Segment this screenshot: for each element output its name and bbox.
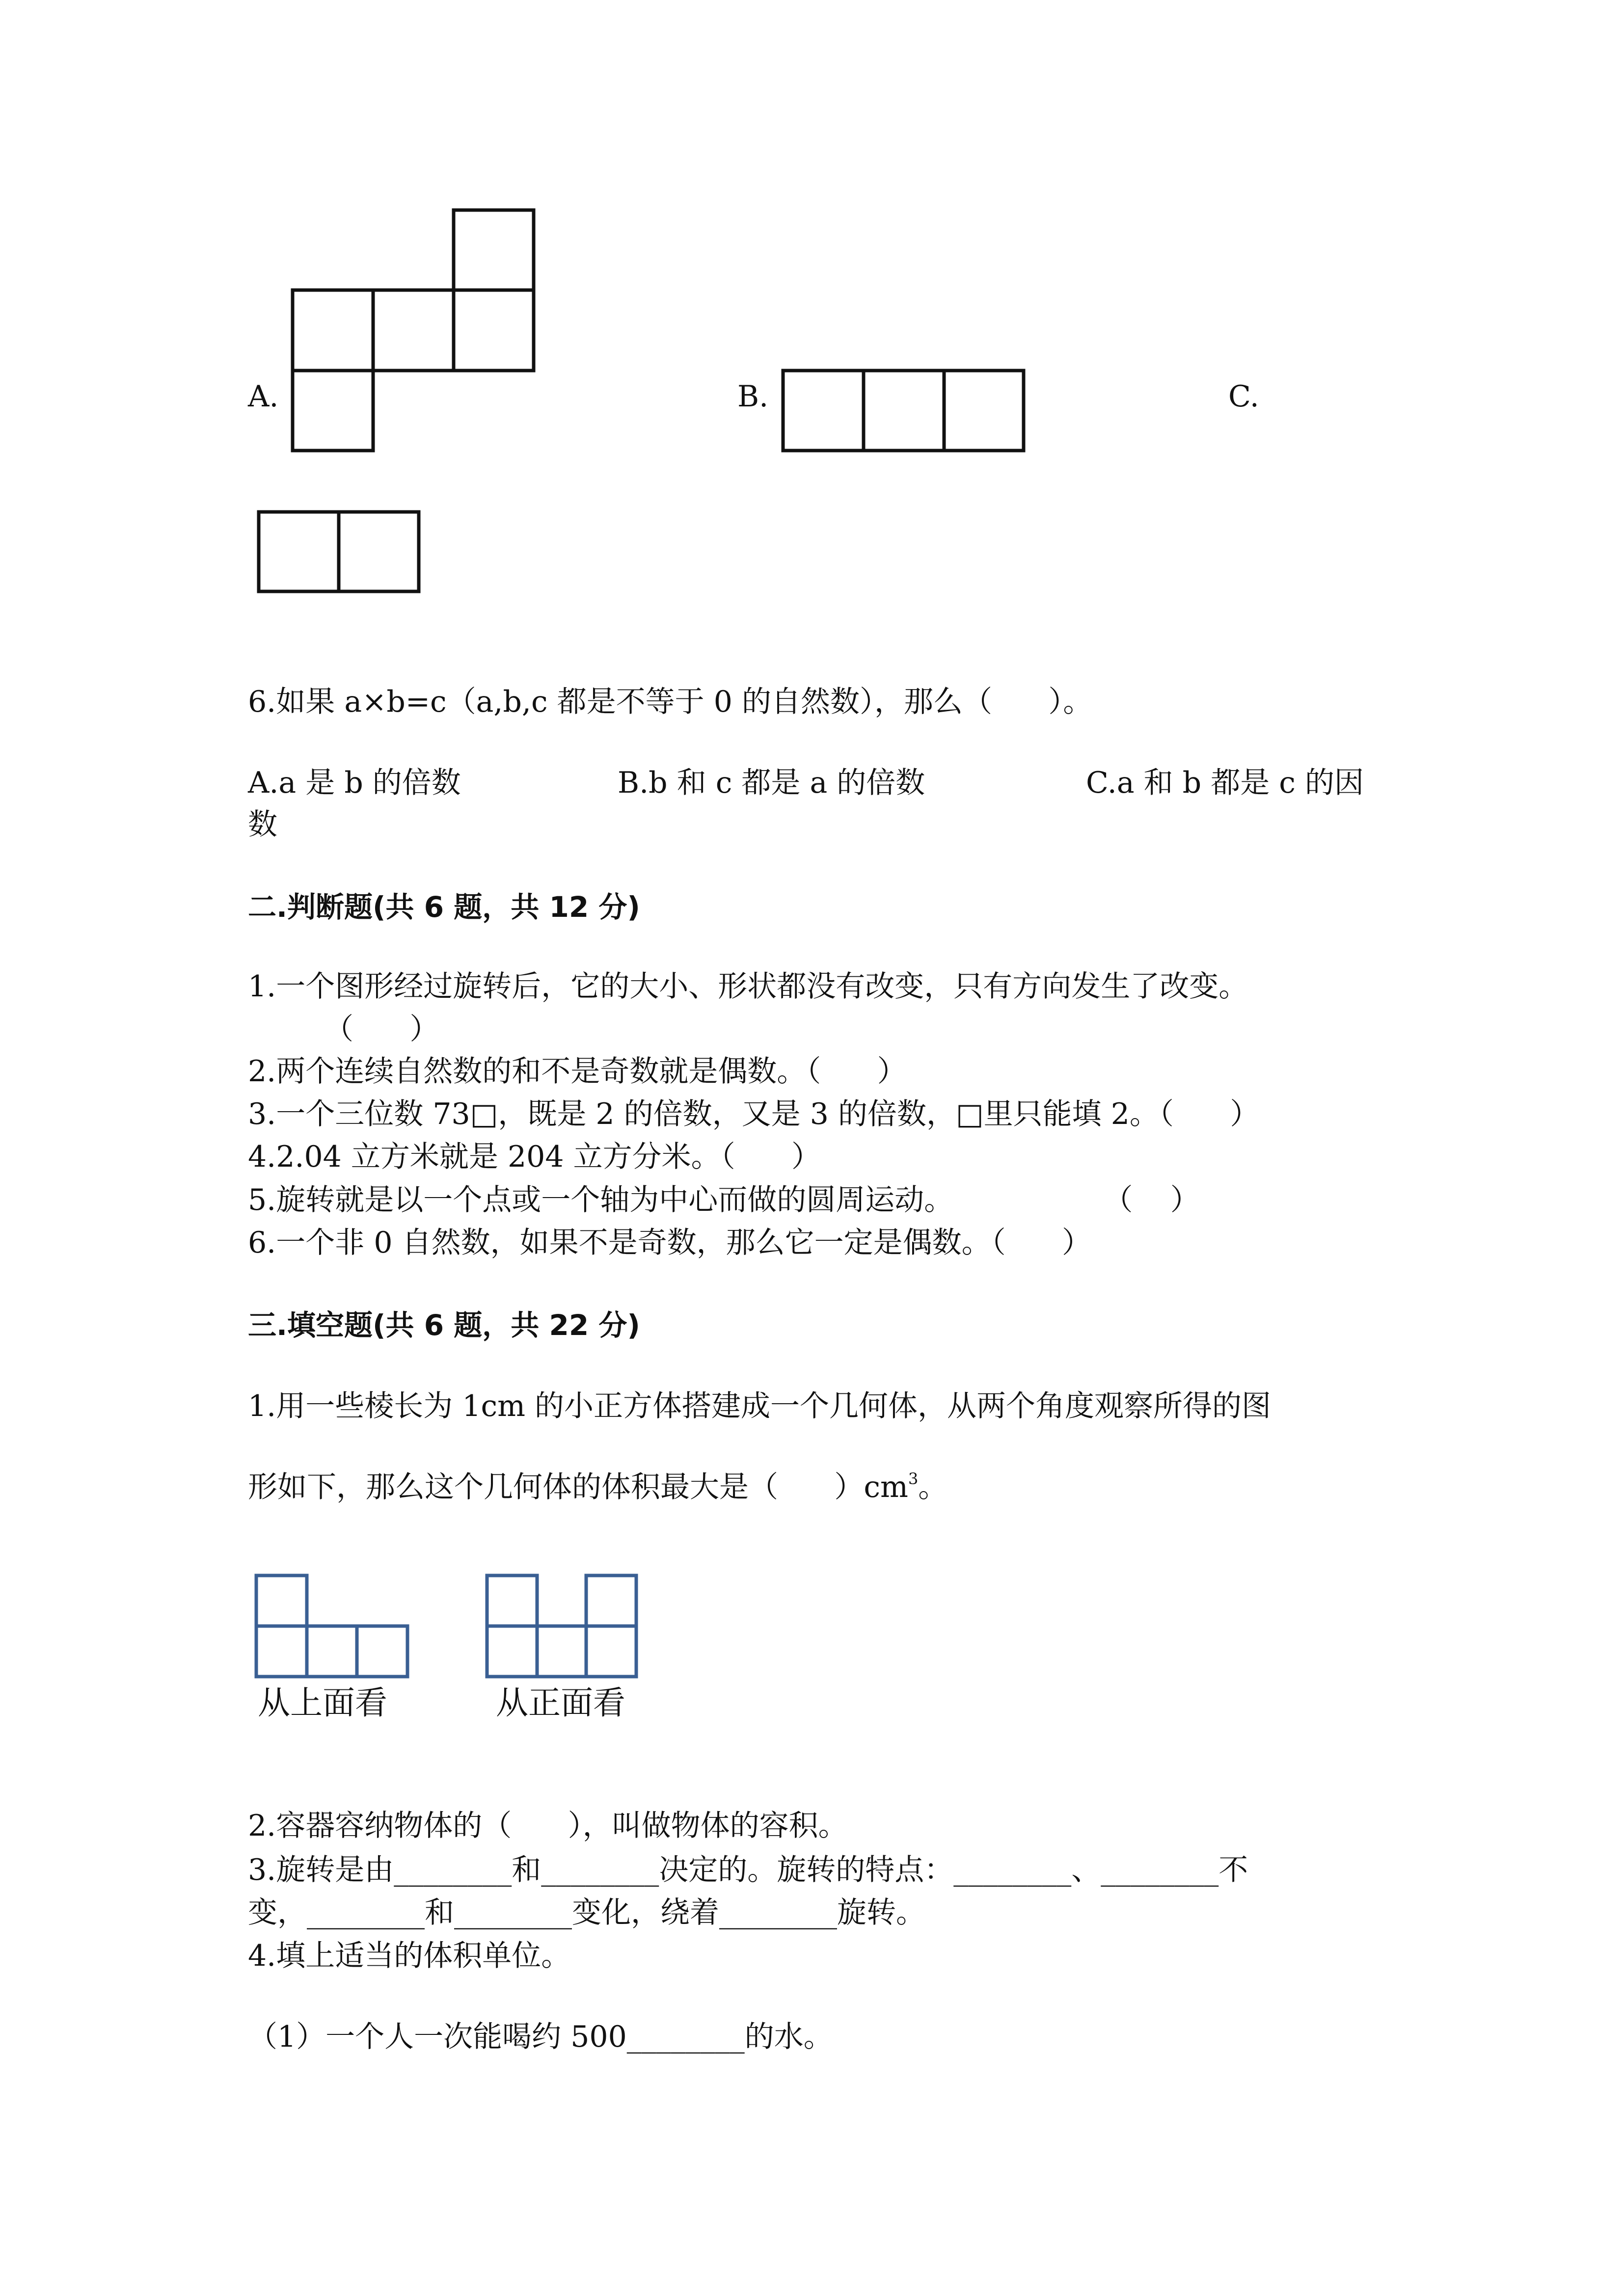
- top-view-caption: 从上面看: [258, 1684, 387, 1722]
- q6-option-b: B.b 和 c 都是 a 的倍数: [618, 766, 925, 800]
- front-view-figure: [487, 1575, 636, 1677]
- s3-q1-line1: 1.用一些棱长为 1cm 的小正方体搭建成一个几何体，从两个角度观察所得的图: [248, 1389, 1272, 1423]
- s2-item-4: 4.2.04 立方米就是 204 立方分米。（ ）: [248, 1140, 821, 1174]
- q6-option-c: C.a 和 b 都是 c 的因: [1086, 766, 1364, 800]
- section2-heading: 二.判断题(共 6 题，共 12 分): [248, 890, 640, 924]
- s3-q1-line2: 形如下，那么这个几何体的体积最大是（ ）$cm^3$。: [248, 1469, 948, 1504]
- q6-option-a: A.a 是 b 的倍数: [248, 766, 461, 800]
- option-b-label: B.: [737, 379, 769, 414]
- section3-heading: 三.填空题(共 6 题，共 22 分): [248, 1308, 640, 1342]
- s3-q2: 2.容器容纳物体的（ ），叫做物体的容积。: [248, 1809, 848, 1843]
- s3-q3-line1: 3.旋转是由________和________决定的。旋转的特点：________、________不: [248, 1853, 1248, 1887]
- s2-item-1: 1.一个图形经过旋转后，它的大小、形状都没有改变，只有方向发生了改变。: [248, 969, 1248, 1004]
- s3-q3-line2: 变，________和________变化，绕着________旋转。: [248, 1896, 925, 1930]
- top-view-figure: [256, 1575, 407, 1677]
- s3-q4: 4.填上适当的体积单位。: [248, 1939, 571, 1973]
- s2-item-1-blank: （ ）: [324, 1012, 439, 1046]
- option-c-label: C.: [1228, 379, 1259, 414]
- front-view-caption: 从正面看: [496, 1684, 625, 1722]
- q6-option-c-wrap: 数: [248, 807, 277, 842]
- s2-item-3: 3.一个三位数 73□，既是 2 的倍数，又是 3 的倍数，□里只能填 2。（ ）: [248, 1097, 1260, 1131]
- s2-item-2: 2.两个连续自然数的和不是奇数就是偶数。（ ）: [248, 1054, 907, 1089]
- q6-stem: 6.如果 a×b=c（a,b,c 都是不等于 0 的自然数），那么（ ）。: [248, 685, 1093, 719]
- s2-item-5: 5.旋转就是以一个点或一个轴为中心而做的圆周运动。 （ ）: [248, 1183, 1200, 1217]
- s3-q4-sub1: （1）一个人一次能喝约 500________的水。: [248, 2020, 833, 2054]
- option-a-label: A.: [248, 379, 279, 414]
- s2-item-6: 6.一个非 0 自然数，如果不是奇数，那么它一定是偶数。（ ）: [248, 1226, 1091, 1260]
